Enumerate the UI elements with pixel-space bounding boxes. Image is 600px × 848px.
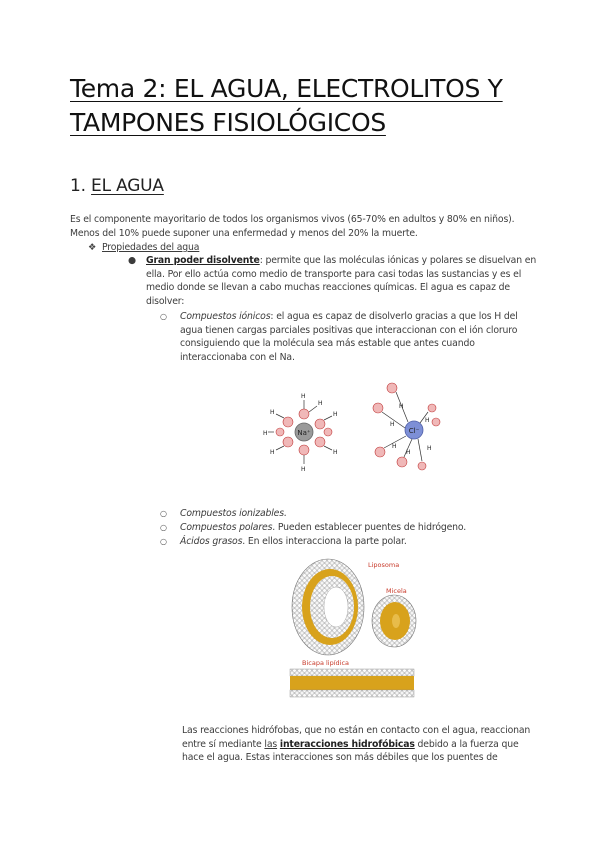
sodium-hydration	[263, 393, 338, 473]
micelle	[372, 595, 416, 647]
intro-paragraph: Es el componente mayoritario de todos los organismos vivos (65-70% en adultos y 80% en niños). Menos del 10% puede suponer una enfermedad y menos del 20% la muerte.	[70, 214, 515, 239]
svg-text:H: H	[301, 393, 306, 400]
fatty-description: . En ellos interacciona la parte polar.	[242, 536, 407, 547]
section-label: EL AGUA	[91, 176, 164, 196]
ion-hydration-figure	[262, 378, 442, 480]
polar-description: . Pueden establecer puentes de hidrógeno.	[272, 522, 467, 533]
svg-text:H: H	[392, 443, 397, 450]
page-title: Tema 2: EL AGUA, ELECTROLITOS Y TAMPONES FISIOLÓGICOS	[70, 74, 503, 137]
bilayer-label: Bicapa lipídica	[302, 659, 350, 667]
liposome	[292, 559, 364, 655]
micelle-label: Micela	[386, 587, 407, 595]
svg-text:H: H	[318, 400, 323, 407]
svg-text:H: H	[427, 445, 432, 452]
svg-text:H: H	[399, 403, 404, 410]
liposome-label: Liposoma	[368, 561, 400, 569]
svg-text:H: H	[425, 417, 430, 424]
circle-bullet-icon: ○	[160, 523, 167, 532]
section-number: 1.	[70, 176, 86, 196]
svg-text:H: H	[270, 409, 275, 416]
svg-text:H: H	[270, 449, 275, 456]
dot-bullet-icon: ●	[128, 255, 136, 266]
chloride-label: Cl⁻	[408, 427, 420, 435]
diamond-bullet-icon: ❖	[88, 242, 97, 253]
lipid-bilayer	[290, 669, 414, 697]
properties-heading: Propiedades del agua	[102, 242, 200, 253]
svg-text:H: H	[301, 466, 306, 473]
solvent-description: : permite que las moléculas iónicas y polares se disuelvan en ella. Por ello actúa como medio de transporte para casi todas las sustancias y es el medio donde se llevan a cabo muchas reacciones químicas. El agua es capaz de disolver:	[146, 255, 537, 307]
ionic-label: Compuestos iónicos	[180, 311, 271, 322]
solvent-label: Gran poder disolvente	[146, 255, 260, 266]
subitem-polar	[160, 521, 540, 534]
svg-text:H: H	[333, 449, 338, 456]
lipid-structures-figure	[282, 553, 422, 713]
svg-text:H: H	[390, 421, 395, 428]
fatty-label: Ácidos grasos	[180, 536, 243, 547]
svg-text:H: H	[263, 430, 268, 437]
svg-text:H: H	[406, 449, 411, 456]
section-heading	[70, 176, 164, 196]
circle-bullet-icon: ○	[160, 509, 167, 518]
closing-text-after: debido a la fuerza que hace el agua. Estas interacciones son más débiles que los puentes de	[182, 738, 519, 763]
polar-label: Compuestos polares	[180, 522, 273, 533]
subitem-ionizable	[160, 507, 540, 520]
solvent-bullet	[128, 254, 538, 310]
properties-bullet	[88, 241, 199, 255]
ionizable-label: Compuestos ionizables.	[180, 508, 287, 519]
solvent-text	[146, 254, 538, 308]
closing-las: las	[264, 738, 278, 750]
subitem-fatty-acids	[160, 535, 540, 548]
ionic-description: : el agua es capaz de disolverlo gracias a que los H del agua tienen cargas parciales positivas que interaccionan con el ión cloruro consiguiendo que la molécula sea más estable que antes cuando interaccionaba con el Na.	[180, 311, 518, 363]
closing-paragraph	[182, 724, 542, 765]
circle-bullet-icon: ○	[160, 312, 167, 321]
closing-bold: interacciones hidrofóbicas	[279, 738, 415, 750]
svg-text:H: H	[333, 411, 338, 418]
closing-text-before: Las reacciones hidrófobas, que no están en contacto con el agua, reaccionan entre sí mediante	[182, 725, 531, 750]
sodium-label: Na⁺	[297, 429, 311, 437]
circle-bullet-icon: ○	[160, 537, 167, 546]
subitem-ionic	[160, 310, 540, 366]
chloride-hydration	[373, 383, 440, 470]
